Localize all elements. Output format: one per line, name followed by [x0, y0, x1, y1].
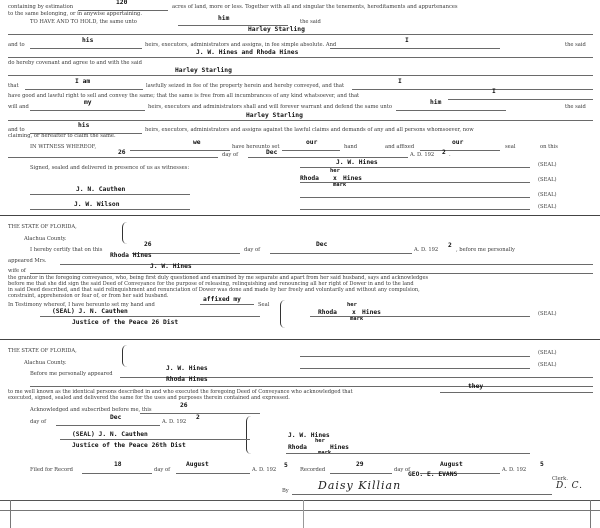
rec-year: 5: [540, 461, 544, 468]
ack-signer-2-mark: mark: [318, 450, 332, 456]
rec-day: 29: [356, 461, 364, 468]
month-1: Dec: [266, 149, 278, 156]
claims-text: heirs, executors, administrators and assigns against the lawful claims and demands of any and all persons whomsoever, now: [145, 127, 474, 133]
signer-1: J. W. Hines: [336, 159, 378, 166]
ack-officer-title: Justice of the Peace 26th Dist: [72, 442, 186, 449]
will-and: will and: [8, 104, 29, 110]
signer-2-x: x: [333, 175, 337, 182]
dower-seal-word: Seal: [258, 302, 270, 308]
dower-before-me: , before me personally: [456, 247, 515, 253]
clerk-label: Clerk.: [552, 476, 568, 482]
dower-appeared: appeared Mrs.: [8, 258, 47, 264]
on-this-text: on this: [540, 144, 558, 150]
good-right-text: have good and lawful right to sell and convey the same; that the same is free from all incumbrances of any kind whatsoever, and that: [8, 93, 360, 99]
dower-seal: (SEAL): [538, 311, 557, 317]
the-said-1: the said: [300, 19, 321, 25]
signed-sealed-text: Signed, sealed and delivered in presence of us as witnesses:: [30, 165, 190, 171]
rec-ad: A. D. 192: [502, 467, 527, 473]
dower-signer-last: Hines: [362, 309, 381, 316]
ack-seal-1: (SEAL): [538, 350, 557, 356]
filed-day: 18: [114, 461, 122, 468]
dower-signer-her: her: [347, 302, 357, 308]
seal-2: (SEAL): [538, 177, 557, 183]
and-to-2: and to: [8, 127, 25, 133]
bottom-rule-1: [0, 500, 600, 501]
ack-they: they: [468, 383, 484, 390]
acreage-suffix: acres of land, more or less. Together with all and singular the tenements, hereditaments and appurtenances: [172, 4, 458, 10]
dower-month: Dec: [316, 241, 328, 248]
year-digit-1: 2: [442, 149, 446, 156]
that-1: that: [8, 83, 19, 89]
warrant-him: him: [430, 99, 442, 106]
belonging-text: to the same belonging, or in anywise appertaining.: [8, 11, 143, 17]
witness-2-name: J. W. Wilson: [74, 201, 120, 208]
his-1: his: [82, 37, 94, 44]
dower-wife-of: wife of: [8, 268, 26, 274]
ack-officer: (SEAL) J. N. Cauthen: [72, 431, 148, 438]
filed-day-of: day of: [154, 467, 171, 473]
seized-text: lawfully seized in fee of the property herein and hereby conveyed, and that: [146, 83, 345, 89]
bottom-tick-left: [10, 500, 11, 528]
filed-ad: A. D. 192: [252, 467, 277, 473]
dower-year-digit: 2: [448, 242, 452, 249]
witness-1-name: J. N. Cauthen: [76, 186, 126, 193]
ack-county: Alachua County.: [24, 360, 67, 366]
ack-name-1: J. W. Hines: [166, 365, 208, 372]
dower-mrs-name: Rhoda Hines: [110, 252, 152, 259]
deputy-signature: Daisy Killian: [318, 479, 402, 492]
ack-before-me: Before me personally appeared: [30, 371, 113, 377]
dower-day-num: 26: [144, 241, 152, 248]
grantor-names: J. W. Hines and Rhoda Hines: [196, 49, 299, 56]
bottom-tick-mid: [303, 500, 304, 528]
day-num-1: 26: [118, 149, 126, 156]
dower-para-2: before me that she did sign the said Deed of Conveyance for the purpose of releasing, relinquishing and renouncing all her right of Dower in and to the land: [8, 281, 414, 287]
bottom-tick-right: [590, 500, 591, 528]
filed-label: Filed for Record: [30, 467, 73, 473]
grantee-name-3: Harley Starling: [246, 112, 303, 119]
pronoun-I-1: I: [405, 37, 409, 44]
rec-month: August: [440, 461, 463, 468]
seal-4: (SEAL): [538, 204, 557, 210]
ack-seal-2: (SEAL): [538, 362, 557, 368]
by-label: By: [282, 488, 289, 494]
clerk-name: GEO. E. EVANS: [408, 471, 458, 478]
hand-text: hand: [344, 144, 358, 150]
rec-day-of: day of: [394, 467, 411, 473]
dower-certify: I hereby certify that on this: [30, 247, 103, 253]
dc-label: D. C.: [556, 481, 584, 491]
day-of-1: day of: [222, 152, 239, 158]
we-value: we: [193, 139, 201, 146]
section-divider-2: [0, 339, 600, 340]
habendum-text: TO HAVE AND TO HOLD, the same unto: [30, 19, 137, 25]
our-1: our: [306, 139, 318, 146]
acreage-value: 120: [116, 0, 128, 6]
ack-day-num: 26: [180, 402, 188, 409]
dower-state: THE STATE OF FLORIDA,: [8, 224, 77, 230]
pronoun-I-2: I: [398, 78, 402, 85]
claiming-text: claiming, or hereafter to claim the same.: [8, 133, 116, 139]
ack-para-2: executed, signed, sealed and delivered the same for the uses and purposes therein contained and expressed.: [8, 395, 290, 401]
dower-affixed-my: affixed my: [203, 296, 241, 303]
grantee-name-1: Harley Starling: [248, 26, 305, 33]
ack-signer-2-first: Rhoda: [288, 444, 307, 451]
ack-state: THE STATE OF FLORIDA,: [8, 348, 77, 354]
my-value: my: [84, 99, 92, 106]
warrant-text: heirs, executors and administrators shall and will forever warrant and defend the same unto: [148, 104, 392, 110]
ack-signer-2-her: her: [315, 438, 325, 444]
signer-2-last: Hines: [343, 175, 362, 182]
dower-officer-title: Justice of the Peace 26 Dist: [72, 319, 179, 326]
pronoun-I-3: I: [492, 88, 496, 95]
signer-2-first: Rhoda: [300, 175, 319, 182]
bottom-rule-2: [0, 510, 600, 511]
seal-3: (SEAL): [538, 192, 557, 198]
ack-ad: A. D. 192: [162, 419, 187, 425]
dower-signer-first: Rhoda: [318, 309, 337, 316]
i-am-value: I am: [75, 78, 91, 85]
ack-subscribed: Acknowledged and subscribed before me, this: [30, 407, 152, 413]
ack-year-digit: 2: [196, 414, 200, 421]
dower-signer-mark: mark: [350, 316, 364, 322]
ack-month: Dec: [110, 414, 122, 421]
dower-county: Alachua County.: [24, 236, 67, 242]
ad-year-1: A. D. 192: [410, 152, 435, 158]
ack-signer-2-last: Hines: [330, 444, 349, 451]
seal-1: (SEAL): [538, 162, 557, 168]
signer-2-her: her: [330, 168, 340, 174]
ack-signer-1: J. W. Hines: [288, 432, 330, 439]
dower-ad: A. D. 192: [414, 247, 439, 253]
section-divider-1: [0, 215, 600, 216]
grantee-name-2: Harley Starling: [175, 67, 232, 74]
dower-officer: (SEAL) J. N. Cauthen: [52, 308, 128, 315]
dower-day-of: day of: [244, 247, 261, 253]
the-said-2: the said: [565, 42, 586, 48]
ack-para-1: to me well known as the identical persons described in and who executed the foregoing Deed of Conveyance who acknowledged that: [8, 389, 353, 395]
seal-text: seal: [505, 144, 516, 150]
witness-text: IN WITNESS WHEREOF,: [30, 144, 97, 150]
signer-2-mark: mark: [333, 182, 347, 188]
ack-day-of: day of: [30, 419, 47, 425]
recorded-label: Recorded: [300, 467, 326, 473]
our-2: our: [452, 139, 464, 146]
dower-husband: J. W. Hines: [150, 263, 192, 270]
estimation-label: containing by estimation: [8, 4, 74, 10]
heirs-line: heirs, executors, administrators and assigns, in fee simple absolute. And: [145, 42, 337, 48]
his-2: his: [78, 122, 90, 129]
hereunto-text: have hereunto set: [232, 144, 280, 150]
the-said-3: the said: [565, 104, 586, 110]
covenant-text: do hereby covenant and agree to and with the said: [8, 60, 142, 66]
dower-testimony: In Testimony whereof, I have hereunto set my hand and: [8, 302, 155, 308]
dower-para-3: in said Deed described, and that said relinquishment and renunciation of Dower was done and made by her freely and voluntarily and without any compulsion,: [8, 287, 420, 293]
and-to-1: and to: [8, 42, 25, 48]
filed-month: August: [186, 461, 209, 468]
dower-para-4: constraint, apprehension or fear of, or from her said husband.: [8, 293, 169, 299]
habendum-him: him: [218, 15, 230, 22]
dower-para-1: the grantor in the foregoing conveyance, who, being first duly questioned and examined by me separate and apart from her said husband, says and acknowledges: [8, 275, 429, 281]
ack-name-2: Rhoda Hines: [166, 376, 208, 383]
and-affixed-text: and affixed: [385, 144, 415, 150]
filed-year: 5: [284, 462, 288, 469]
dower-signer-x: x: [352, 309, 356, 316]
